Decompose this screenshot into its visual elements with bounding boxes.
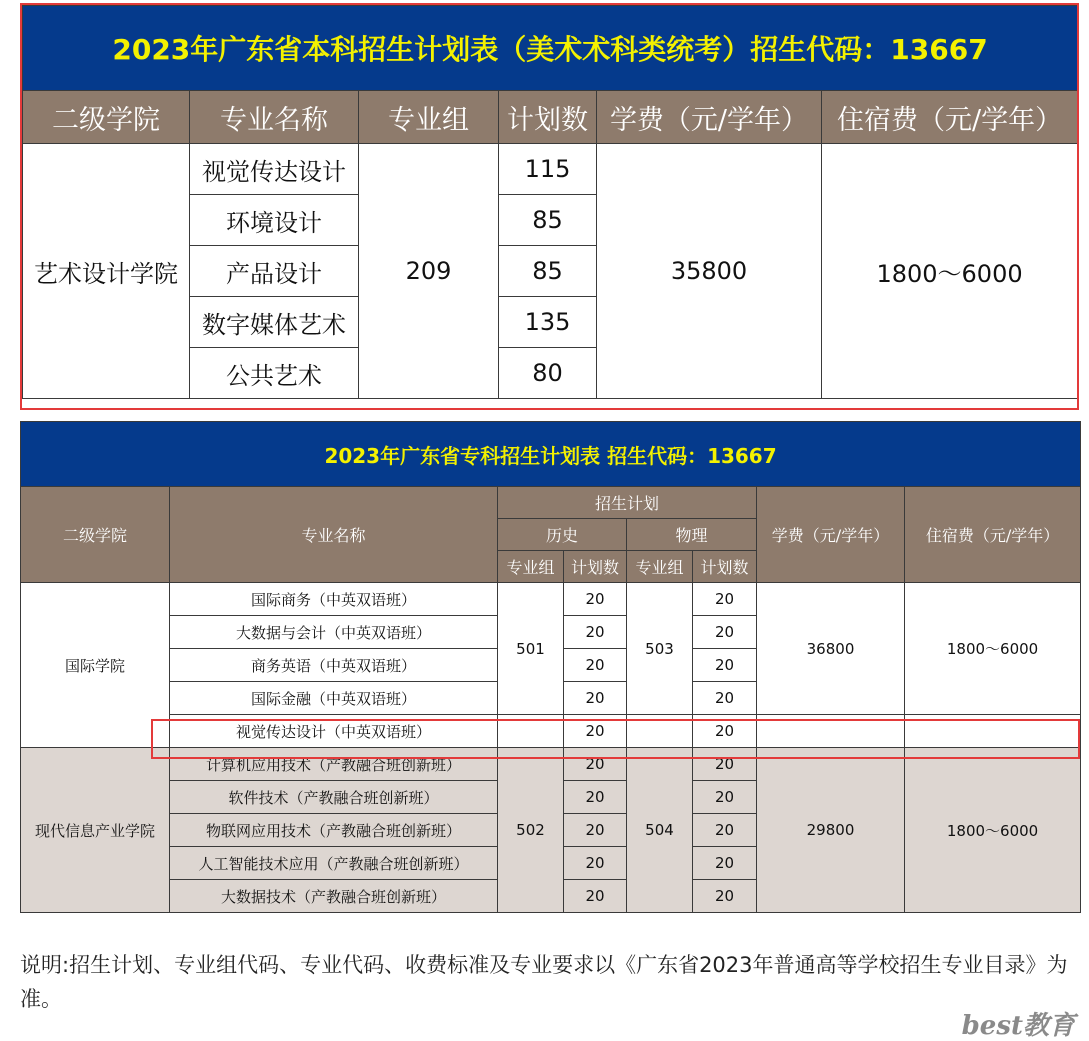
history-count: 20 <box>564 847 627 880</box>
header-major: 专业名称 <box>170 487 498 583</box>
major-name: 软件技术（产教融合班创新班） <box>170 781 498 814</box>
plan-count: 85 <box>499 195 597 246</box>
major-name: 公共艺术 <box>190 348 359 399</box>
history-count: 20 <box>564 748 627 781</box>
dorm-cell: 1800～6000 <box>905 748 1081 913</box>
physics-group-empty <box>627 715 693 748</box>
header-tuition: 学费（元/学年） <box>597 91 822 144</box>
footnote-text: 说明:招生计划、专业组代码、专业代码、收费标准及专业要求以《广东省2023年普通高等学校招生专业目录》为准。 <box>20 953 1068 1011</box>
college-plan-table <box>20 421 1081 913</box>
plan-count: 115 <box>499 144 597 195</box>
major-name: 视觉传达设计（中英双语班） <box>170 715 498 748</box>
college-cell: 国际学院 <box>21 583 170 748</box>
plan-count: 80 <box>499 348 597 399</box>
major-name: 国际金融（中英双语班） <box>170 682 498 715</box>
plan-count: 135 <box>499 297 597 348</box>
physics-count: 20 <box>693 781 757 814</box>
group-cell: 209 <box>359 144 499 399</box>
major-name: 大数据技术（产教融合班创新班） <box>170 880 498 913</box>
header-physics-group: 专业组 <box>627 551 693 583</box>
tuition-cell: 36800 <box>757 583 905 715</box>
major-name: 大数据与会计（中英双语班） <box>170 616 498 649</box>
header-tuition: 学费（元/学年） <box>757 487 905 583</box>
major-name: 商务英语（中英双语班） <box>170 649 498 682</box>
major-name: 计算机应用技术（产教融合班创新班） <box>170 748 498 781</box>
header-history-group: 专业组 <box>498 551 564 583</box>
history-count: 20 <box>564 781 627 814</box>
history-count: 20 <box>564 814 627 847</box>
history-count: 20 <box>564 583 627 616</box>
college-cell: 现代信息产业学院 <box>21 748 170 913</box>
physics-count: 20 <box>693 616 757 649</box>
physics-count: 20 <box>693 682 757 715</box>
major-name: 视觉传达设计 <box>190 144 359 195</box>
header-history: 历史 <box>498 519 627 551</box>
dorm-empty <box>905 715 1081 748</box>
physics-count: 20 <box>693 880 757 913</box>
physics-count: 20 <box>693 649 757 682</box>
header-college: 二级学院 <box>23 91 190 144</box>
physics-count: 20 <box>693 715 757 748</box>
physics-count: 20 <box>693 847 757 880</box>
physics-group-cell: 503 <box>627 583 693 715</box>
physics-count: 20 <box>693 748 757 781</box>
history-count: 20 <box>564 649 627 682</box>
major-name: 人工智能技术应用（产教融合班创新班） <box>170 847 498 880</box>
undergrad-table-title: 2023年广东省本科招生计划表（美术术科类统考）招生代码：13667 <box>23 6 1078 91</box>
header-college: 二级学院 <box>21 487 170 583</box>
watermark-logo: best教育 <box>961 1011 1075 1041</box>
dorm-cell: 1800～6000 <box>822 144 1078 399</box>
college-cell: 艺术设计学院 <box>23 144 190 399</box>
undergrad-plan-table <box>22 5 1078 399</box>
history-group-cell: 502 <box>498 748 564 913</box>
header-dorm: 住宿费（元/学年） <box>822 91 1078 144</box>
tuition-cell: 29800 <box>757 748 905 913</box>
physics-count: 20 <box>693 814 757 847</box>
footnote <box>20 948 1080 1016</box>
header-plan: 计划数 <box>499 91 597 144</box>
header-plan: 招生计划 <box>498 487 757 519</box>
header-dorm: 住宿费（元/学年） <box>905 487 1081 583</box>
history-count: 20 <box>564 715 627 748</box>
history-count: 20 <box>564 682 627 715</box>
history-group-cell: 501 <box>498 583 564 715</box>
tuition-cell: 35800 <box>597 144 822 399</box>
header-major: 专业名称 <box>190 91 359 144</box>
header-history-count: 计划数 <box>564 551 627 583</box>
physics-group-cell: 504 <box>627 748 693 913</box>
history-count: 20 <box>564 616 627 649</box>
major-name: 物联网应用技术（产教融合班创新班） <box>170 814 498 847</box>
major-name: 产品设计 <box>190 246 359 297</box>
header-physics: 物理 <box>627 519 757 551</box>
history-group-empty <box>498 715 564 748</box>
dorm-cell: 1800～6000 <box>905 583 1081 715</box>
tuition-empty <box>757 715 905 748</box>
major-name: 数字媒体艺术 <box>190 297 359 348</box>
plan-count: 85 <box>499 246 597 297</box>
header-physics-count: 计划数 <box>693 551 757 583</box>
header-group: 专业组 <box>359 91 499 144</box>
major-name: 环境设计 <box>190 195 359 246</box>
physics-count: 20 <box>693 583 757 616</box>
college-table-title: 2023年广东省专科招生计划表 招生代码：13667 <box>21 422 1081 487</box>
major-name: 国际商务（中英双语班） <box>170 583 498 616</box>
history-count: 20 <box>564 880 627 913</box>
